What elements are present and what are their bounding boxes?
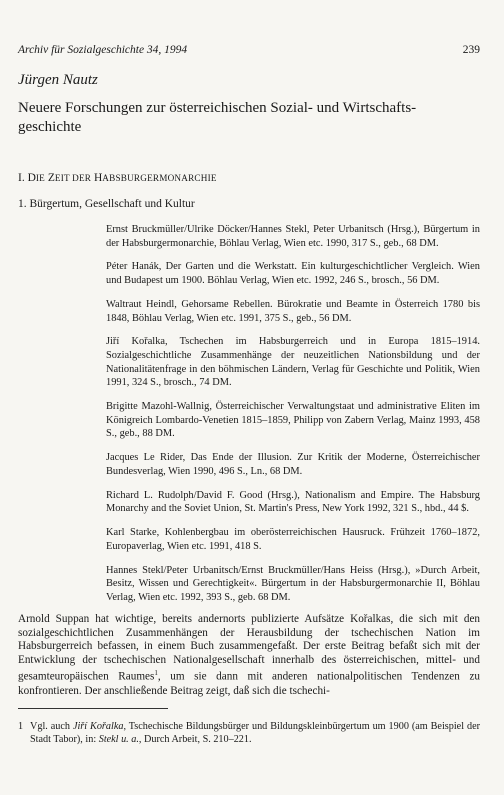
running-header <box>18 44 480 58</box>
footnote-author: Jiří Kořalka <box>72 721 124 732</box>
section-lead-letter-2: Z <box>47 172 55 184</box>
bibliography-entry: Brigitte Mazohl-Wallnig, Österreichischer Verwaltungstaat und administrative Eliten im Königreich Lombardo-Venetien 1815–1859, Philipp von Zabern Verlag, Mainz 1993, 458 S., geb., 88 DM. <box>106 401 480 440</box>
footnote-middle: , Tschechische Bildungsbürger und Bildungskleinbürgertum um 1900 (am Beispiel der Stadt Tabor), in: <box>30 721 480 745</box>
bibliography-entry: Ernst Bruckmüller/Ulrike Döcker/Hannes Stekl, Peter Urbanitsch (Hrsg.), Bürgertum in der Habsburgermonarchie, Böhlau Verlag, Wien etc. 1990, 317 S., geb., 68 DM. <box>106 224 480 249</box>
section-small-caps: IE <box>35 173 45 183</box>
body-paragraph <box>18 613 480 698</box>
footnote-lead: Vgl. auch <box>30 721 73 732</box>
bibliography-entry: Péter Hanák, Der Garten und die Werkstatt. Ein kulturgeschichtlicher Vergleich. Wien und Budapest um 1900. Böhlau Verlag, Wien etc. 1992, 246 S., brosch., 56 DM. <box>106 261 480 287</box>
article-title: Neuere Forschungen zur österreichischen Sozial- und Wirtschafts-geschichte <box>18 100 417 135</box>
bibliography-entry: Richard L. Rudolph/David F. Good (Hrsg.), Nationalism and Empire. The Habsburg Monarchy and the Soviet Union, St. Martin's Press, New York 1992, 321 S., hbd., 44 $. <box>106 489 480 515</box>
section-numeral: I. <box>18 172 25 184</box>
paragraph-text-2: , um sie dann mit anderen nationalpolitischen Tendenzen zu konfrontieren. Der anschließende Beitrag zeigt, daß sich die tschechi- <box>18 671 481 697</box>
journal-title: Archiv für Sozialgeschichte 34, 1994 <box>18 44 188 56</box>
footnote-tail: , Durch Arbeit, S. 210–221. <box>138 734 252 745</box>
footnote-divider <box>18 708 168 709</box>
section-lead-letter: D <box>27 172 36 184</box>
bibliography-entry: Hannes Stekl/Peter Urbanitsch/Ernst Bruckmüller/Hans Heiss (Hrsg.), »Durch Arbeit, Besitz, Wissen und Gerechtigkeit«. Bürgertum in der Habsburgermonarchie II, Böhlau Verlag, Wien etc. 1992, 393 S., geb. 68 DM. <box>106 564 480 603</box>
footnote-number: 1 <box>18 721 24 732</box>
section-small-caps-3: ABSBURGERMONARCHIE <box>102 173 217 183</box>
section-heading <box>18 172 217 184</box>
article-author: Jürgen Nautz <box>18 72 98 88</box>
paragraph-text-1: Arnold Suppan hat wichtige, bereits andernorts publizierte Aufsätze Kořalkas, die sich mit den sozialgeschichtlichen Zusammenhängen der Herausbildung der tschechischen Nation im Habsburgerreich befassen, in einem Buch zusammengefaßt. Der erste Beitrag befaßt sich mit der Entwicklung der tschechischen Nationalgesellschaft innerhalb des österreichischen, mittel- und gesamteuropäischen Raumes <box>18 613 480 684</box>
bibliography-entry: Jacques Le Rider, Das Ende der Illusion. Zur Kritik der Moderne, Österreichischer Bundesverlag, Wien 1990, 496 S., Ln., 68 DM. <box>106 452 480 477</box>
bibliography-list <box>106 223 480 615</box>
footnote-editors: Stekl u. a. <box>98 734 139 745</box>
subsection-heading: 1. Bürgertum, Gesellschaft und Kultur <box>18 198 195 210</box>
bibliography-entry: Waltraut Heindl, Gehorsame Rebellen. Bürokratie und Beamte in Österreich 1780 bis 1848, Böhlau Verlag, Wien etc. 1991, 375 S., geb., 56 DM. <box>106 298 480 324</box>
footnote-reference[interactable]: 1 <box>154 669 158 678</box>
section-small-caps-2: EIT DER <box>54 173 92 183</box>
bibliography-entry: Jiří Kořalka, Tschechen im Habsburgerreich und in Europa 1815–1914. Sozialgeschichtliche Zusammenhänge der neuzeitlichen Nationsbildung und der Nationalitätenfrage in den böhmischen Ländern, Verlag für Geschichte und Politik, Wien 1991, 324 S., brosch., 74 DM. <box>106 336 480 389</box>
bibliography-entry: Karl Starke, Kohlenbergbau im oberösterreichischen Hausruck. Frühzeit 1760–1872, Europaverlag, Wien etc. 1991, 418 S. <box>106 527 480 552</box>
page-number: 239 <box>462 44 480 56</box>
footnote-body <box>18 720 480 746</box>
footnote <box>18 720 480 746</box>
section-lead-letter-3: H <box>93 172 103 184</box>
